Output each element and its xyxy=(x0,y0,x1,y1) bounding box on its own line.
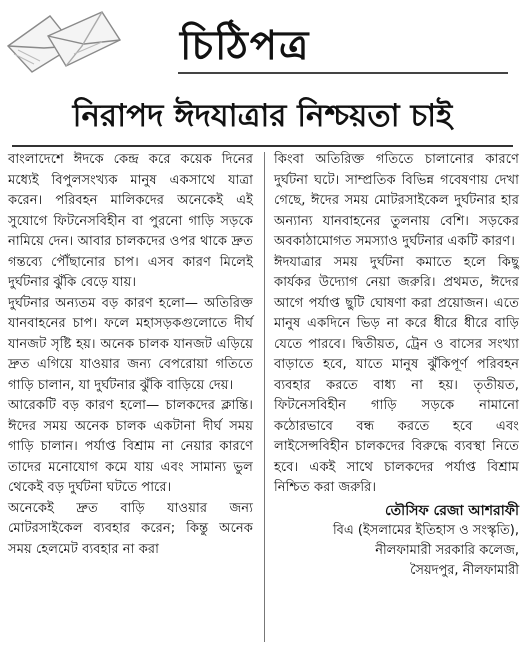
author-name: তৌসিফ রেজা আশরাফী xyxy=(385,502,519,519)
author-institution: নীলফামারী সরকারি কলেজ, xyxy=(375,542,519,558)
paragraph: ঈদযাত্রার সময় দুর্ঘটনা কমাতে হলে কিছু কার্যকর উদ্যোগ নেয়া জরুরি। প্রথমত, ঈদের আগে পর্যাপ্ত ছুটি ঘোষণা করা প্রয়োজন। এতে মানুষ একদিনে ভিড় না করে ধীরে ধীরে বাড়ি যেতে পারবে। দ্বিতীয়ত, ট্রেন ও বাসের সংখ্যা বাড়াতে হবে, যাতে মানুষ ঝুঁকিপূর্ণ পরিবহন ব্যবহার করতে বাধ্য না হয়। তৃতীয়ত, ফিটনেসবিহীন গাড়ি সড়কে নামানো কঠোরভাবে বন্ধ করতে হবে এবং লাইসেন্সবিহীন চালকদের বিরুদ্ধে ব্যবস্থা নিতে হবে। একই সাথে চালকদের পর্যাপ্ত বিশ্রাম নিশ্চিত করা জরুরি। xyxy=(274,254,519,495)
section-header xyxy=(0,0,525,78)
column-divider xyxy=(264,152,265,642)
signature-block xyxy=(274,501,519,581)
paragraph: আরেকটি বড় কারণ হলো— চালকদের ক্লান্তি। ঈদের সময় অনেক চালক একটানা দীর্ঘ সময় গাড়ি চালান। পর্যাপ্ত বিশ্রাম না নেয়ার কারণে তাদের মনোযোগ কমে যায় এবং সামান্য ভুল থেকেই বড় দুর্ঘটনা ঘটতে পারে। xyxy=(8,398,253,495)
envelopes-icon xyxy=(4,6,124,74)
headline: নিরাপদ ঈদযাত্রার নিশ্চয়তা চাই xyxy=(72,98,453,134)
paragraph: অনেকেই দ্রুত বাড়ি যাওয়ার জন্য মোটরসাইকেল ব্যবহার করেন; কিন্তু অনেক সময় হেলমেট ব্যবহার না করা xyxy=(8,500,253,557)
author-location: সৈয়দপুর, নীলফামারী xyxy=(410,562,519,578)
left-column xyxy=(8,150,253,560)
paragraph: বাংলাদেশে ঈদকে কেন্দ্র করে কয়েক দিনের মধ্যেই বিপুলসংখ্যক মানুষ একসাথে যাত্রা করেন। পরিবহন মালিকদের অনেকেই এই সুযোগে ফিটনেসবিহীন বা পুরনো গাড়ি সড়কে নামিয়ে দেন। আবার চালকদের ওপর থাকে দ্রুত গন্তব্যে পৌঁছানোর চাপ। এসব কারণ মিলেই দুর্ঘটনার ঝুঁকি বেড়ে যায়। xyxy=(8,152,253,290)
paragraph: দুর্ঘটনার অন্যতম বড় কারণ হলো— অতিরিক্ত যানবাহনের চাপ। ফলে মহাসড়কগুলোতে দীর্ঘ যানজট সৃষ্টি হয়। অনেক চালক যানজট এড়িয়ে দ্রুত এগিয়ে যাওয়ার জন্য বেপরোয়া গতিতে গাড়ি চালান, যা দুর্ঘটনার ঝুঁকি বাড়িয়ে দেয়। xyxy=(8,295,253,393)
author-degree: বিএ (ইসলামের ইতিহাস ও সংস্কৃতি), xyxy=(332,522,519,538)
section-title: চিঠিপত্র xyxy=(180,23,311,69)
paragraph: কিংবা অতিরিক্ত গতিতে চালানোর কারণে দুর্ঘটনা ঘটে। সাম্প্রতিক বিভিন্ন গবেষণায় দেখা গেছে, ঈদের সময় মোটরসাইকেল দুর্ঘটনার হার অন্যান্য যানবাহনের তুলনায় বেশি। সড়কের অবকাঠামোগত সমস্যাও দুর্ঘটনার একটি কারণ। xyxy=(274,152,519,249)
right-column xyxy=(274,150,519,581)
headline-rule xyxy=(12,145,513,147)
title-underline xyxy=(178,72,508,74)
